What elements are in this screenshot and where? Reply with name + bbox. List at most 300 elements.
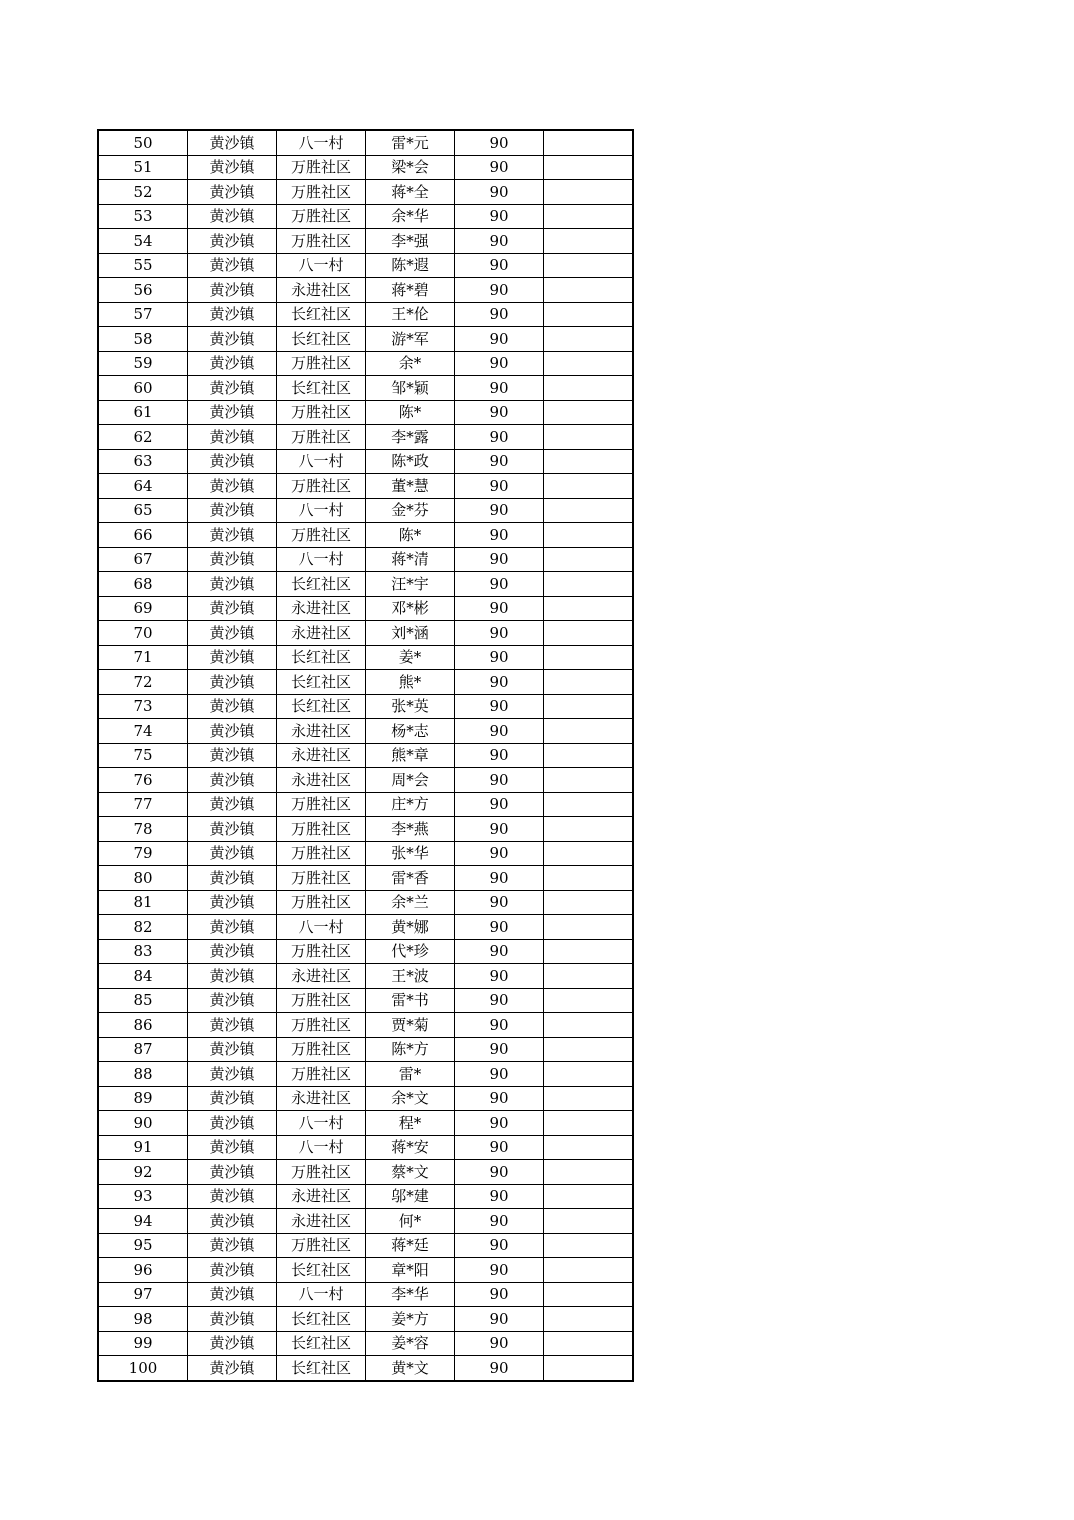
community-cell: 万胜社区 [277, 523, 366, 548]
name-cell: 何* [366, 1209, 455, 1234]
table-row [98, 915, 633, 940]
name-cell: 王*伦 [366, 302, 455, 327]
note-cell [544, 253, 634, 278]
note-cell [544, 890, 634, 915]
name-cell: 杨*志 [366, 719, 455, 744]
town-cell: 黄沙镇 [188, 866, 277, 891]
row-number-cell: 87 [98, 1037, 188, 1062]
community-cell: 八一村 [277, 498, 366, 523]
community-cell: 万胜社区 [277, 474, 366, 499]
row-number-cell: 52 [98, 180, 188, 205]
table-row [98, 547, 633, 572]
amount-cell: 90 [455, 204, 544, 229]
community-cell: 八一村 [277, 449, 366, 474]
row-number-cell: 75 [98, 743, 188, 768]
community-cell: 永进社区 [277, 964, 366, 989]
table-row [98, 964, 633, 989]
community-cell: 万胜社区 [277, 1062, 366, 1087]
name-cell: 黄*文 [366, 1356, 455, 1381]
note-cell [544, 1135, 634, 1160]
town-cell: 黄沙镇 [188, 1062, 277, 1087]
community-cell: 八一村 [277, 915, 366, 940]
community-cell: 八一村 [277, 130, 366, 155]
row-number-cell: 91 [98, 1135, 188, 1160]
name-cell: 邹*颖 [366, 376, 455, 401]
community-cell: 八一村 [277, 547, 366, 572]
community-cell: 长红社区 [277, 1307, 366, 1332]
row-number-cell: 51 [98, 155, 188, 180]
note-cell [544, 425, 634, 450]
amount-cell: 90 [455, 1111, 544, 1136]
table-row [98, 1233, 633, 1258]
note-cell [544, 694, 634, 719]
row-number-cell: 66 [98, 523, 188, 548]
note-cell [544, 1356, 634, 1381]
row-number-cell: 80 [98, 866, 188, 891]
amount-cell: 90 [455, 376, 544, 401]
town-cell: 黄沙镇 [188, 523, 277, 548]
community-cell: 万胜社区 [277, 1037, 366, 1062]
amount-cell: 90 [455, 939, 544, 964]
row-number-cell: 58 [98, 327, 188, 352]
row-number-cell: 74 [98, 719, 188, 744]
town-cell: 黄沙镇 [188, 1282, 277, 1307]
town-cell: 黄沙镇 [188, 1209, 277, 1234]
name-cell: 蒋*廷 [366, 1233, 455, 1258]
table-row [98, 1086, 633, 1111]
note-cell [544, 719, 634, 744]
table-row [98, 253, 633, 278]
table-row [98, 817, 633, 842]
row-number-cell: 65 [98, 498, 188, 523]
table-row [98, 1160, 633, 1185]
table-row [98, 1135, 633, 1160]
row-number-cell: 98 [98, 1307, 188, 1332]
note-cell [544, 474, 634, 499]
town-cell: 黄沙镇 [188, 621, 277, 646]
table-row [98, 939, 633, 964]
community-cell: 长红社区 [277, 1331, 366, 1356]
amount-cell: 90 [455, 890, 544, 915]
note-cell [544, 841, 634, 866]
row-number-cell: 96 [98, 1258, 188, 1283]
table-row [98, 1331, 633, 1356]
row-number-cell: 72 [98, 670, 188, 695]
row-number-cell: 93 [98, 1184, 188, 1209]
amount-cell: 90 [455, 1209, 544, 1234]
name-cell: 李*华 [366, 1282, 455, 1307]
row-number-cell: 54 [98, 229, 188, 254]
amount-cell: 90 [455, 645, 544, 670]
town-cell: 黄沙镇 [188, 1233, 277, 1258]
note-cell [544, 204, 634, 229]
row-number-cell: 55 [98, 253, 188, 278]
name-cell: 周*会 [366, 768, 455, 793]
row-number-cell: 73 [98, 694, 188, 719]
table-row [98, 988, 633, 1013]
name-cell: 梁*会 [366, 155, 455, 180]
town-cell: 黄沙镇 [188, 890, 277, 915]
name-cell: 金*芬 [366, 498, 455, 523]
table-row [98, 1184, 633, 1209]
row-number-cell: 77 [98, 792, 188, 817]
town-cell: 黄沙镇 [188, 229, 277, 254]
amount-cell: 90 [455, 1062, 544, 1087]
community-cell: 长红社区 [277, 572, 366, 597]
table-row [98, 1356, 633, 1381]
community-cell: 永进社区 [277, 768, 366, 793]
amount-cell: 90 [455, 449, 544, 474]
row-number-cell: 50 [98, 130, 188, 155]
row-number-cell: 82 [98, 915, 188, 940]
name-cell: 李*露 [366, 425, 455, 450]
community-cell: 长红社区 [277, 645, 366, 670]
community-cell: 万胜社区 [277, 1160, 366, 1185]
row-number-cell: 63 [98, 449, 188, 474]
amount-cell: 90 [455, 253, 544, 278]
row-number-cell: 79 [98, 841, 188, 866]
community-cell: 万胜社区 [277, 1013, 366, 1038]
community-cell: 八一村 [277, 1135, 366, 1160]
community-cell: 万胜社区 [277, 1233, 366, 1258]
row-number-cell: 90 [98, 1111, 188, 1136]
name-cell: 余*兰 [366, 890, 455, 915]
note-cell [544, 988, 634, 1013]
community-cell: 长红社区 [277, 327, 366, 352]
table-row [98, 130, 633, 155]
table-row [98, 768, 633, 793]
community-cell: 长红社区 [277, 1356, 366, 1381]
table-row [98, 523, 633, 548]
community-cell: 长红社区 [277, 376, 366, 401]
town-cell: 黄沙镇 [188, 670, 277, 695]
row-number-cell: 56 [98, 278, 188, 303]
town-cell: 黄沙镇 [188, 817, 277, 842]
amount-cell: 90 [455, 1282, 544, 1307]
row-number-cell: 78 [98, 817, 188, 842]
name-cell: 陈*方 [366, 1037, 455, 1062]
note-cell [544, 964, 634, 989]
row-number-cell: 86 [98, 1013, 188, 1038]
table-row [98, 1111, 633, 1136]
name-cell: 黄*娜 [366, 915, 455, 940]
note-cell [544, 1331, 634, 1356]
town-cell: 黄沙镇 [188, 1013, 277, 1038]
table-row [98, 1282, 633, 1307]
table-row [98, 229, 633, 254]
community-cell: 万胜社区 [277, 351, 366, 376]
amount-cell: 90 [455, 596, 544, 621]
note-cell [544, 645, 634, 670]
row-number-cell: 71 [98, 645, 188, 670]
amount-cell: 90 [455, 866, 544, 891]
amount-cell: 90 [455, 180, 544, 205]
amount-cell: 90 [455, 1356, 544, 1381]
table-row [98, 278, 633, 303]
row-number-cell: 99 [98, 1331, 188, 1356]
amount-cell: 90 [455, 817, 544, 842]
amount-cell: 90 [455, 327, 544, 352]
note-cell [544, 743, 634, 768]
name-cell: 贾*菊 [366, 1013, 455, 1038]
note-cell [544, 1062, 634, 1087]
row-number-cell: 69 [98, 596, 188, 621]
row-number-cell: 53 [98, 204, 188, 229]
note-cell [544, 1258, 634, 1283]
table-row [98, 155, 633, 180]
name-cell: 蒋*安 [366, 1135, 455, 1160]
town-cell: 黄沙镇 [188, 939, 277, 964]
row-number-cell: 81 [98, 890, 188, 915]
name-cell: 邓*彬 [366, 596, 455, 621]
amount-cell: 90 [455, 964, 544, 989]
table-row [98, 302, 633, 327]
community-cell: 万胜社区 [277, 204, 366, 229]
town-cell: 黄沙镇 [188, 915, 277, 940]
amount-cell: 90 [455, 547, 544, 572]
name-cell: 蒋*碧 [366, 278, 455, 303]
table-row [98, 743, 633, 768]
name-cell: 陈*政 [366, 449, 455, 474]
name-cell: 蔡*文 [366, 1160, 455, 1185]
note-cell [544, 400, 634, 425]
row-number-cell: 95 [98, 1233, 188, 1258]
note-cell [544, 670, 634, 695]
amount-cell: 90 [455, 719, 544, 744]
note-cell [544, 1282, 634, 1307]
row-number-cell: 61 [98, 400, 188, 425]
table-row [98, 1209, 633, 1234]
note-cell [544, 1160, 634, 1185]
amount-cell: 90 [455, 229, 544, 254]
row-number-cell: 92 [98, 1160, 188, 1185]
town-cell: 黄沙镇 [188, 596, 277, 621]
town-cell: 黄沙镇 [188, 425, 277, 450]
note-cell [544, 915, 634, 940]
name-cell: 代*珍 [366, 939, 455, 964]
note-cell [544, 866, 634, 891]
name-cell: 雷*书 [366, 988, 455, 1013]
row-number-cell: 100 [98, 1356, 188, 1381]
note-cell [544, 351, 634, 376]
table-row [98, 596, 633, 621]
amount-cell: 90 [455, 155, 544, 180]
table-row [98, 841, 633, 866]
row-number-cell: 85 [98, 988, 188, 1013]
note-cell [544, 498, 634, 523]
amount-cell: 90 [455, 400, 544, 425]
table-row [98, 376, 633, 401]
note-cell [544, 596, 634, 621]
name-cell: 李*强 [366, 229, 455, 254]
town-cell: 黄沙镇 [188, 180, 277, 205]
community-cell: 永进社区 [277, 1086, 366, 1111]
data-table [97, 129, 634, 1382]
amount-cell: 90 [455, 670, 544, 695]
town-cell: 黄沙镇 [188, 964, 277, 989]
town-cell: 黄沙镇 [188, 498, 277, 523]
town-cell: 黄沙镇 [188, 792, 277, 817]
name-cell: 姜*方 [366, 1307, 455, 1332]
town-cell: 黄沙镇 [188, 1184, 277, 1209]
name-cell: 姜* [366, 645, 455, 670]
amount-cell: 90 [455, 841, 544, 866]
town-cell: 黄沙镇 [188, 351, 277, 376]
town-cell: 黄沙镇 [188, 645, 277, 670]
note-cell [544, 768, 634, 793]
note-cell [544, 1209, 634, 1234]
name-cell: 陈*遐 [366, 253, 455, 278]
community-cell: 万胜社区 [277, 817, 366, 842]
row-number-cell: 76 [98, 768, 188, 793]
town-cell: 黄沙镇 [188, 449, 277, 474]
name-cell: 李*燕 [366, 817, 455, 842]
note-cell [544, 572, 634, 597]
town-cell: 黄沙镇 [188, 547, 277, 572]
town-cell: 黄沙镇 [188, 376, 277, 401]
town-cell: 黄沙镇 [188, 1086, 277, 1111]
note-cell [544, 1037, 634, 1062]
town-cell: 黄沙镇 [188, 841, 277, 866]
table-row [98, 449, 633, 474]
town-cell: 黄沙镇 [188, 474, 277, 499]
row-number-cell: 59 [98, 351, 188, 376]
town-cell: 黄沙镇 [188, 1135, 277, 1160]
community-cell: 长红社区 [277, 302, 366, 327]
town-cell: 黄沙镇 [188, 1037, 277, 1062]
name-cell: 雷*元 [366, 130, 455, 155]
row-number-cell: 70 [98, 621, 188, 646]
amount-cell: 90 [455, 302, 544, 327]
table-row [98, 719, 633, 744]
name-cell: 蒋*清 [366, 547, 455, 572]
amount-cell: 90 [455, 498, 544, 523]
note-cell [544, 155, 634, 180]
table-row [98, 1307, 633, 1332]
amount-cell: 90 [455, 474, 544, 499]
town-cell: 黄沙镇 [188, 719, 277, 744]
table-row [98, 498, 633, 523]
amount-cell: 90 [455, 792, 544, 817]
amount-cell: 90 [455, 1258, 544, 1283]
name-cell: 张*华 [366, 841, 455, 866]
name-cell: 庄*方 [366, 792, 455, 817]
note-cell [544, 1013, 634, 1038]
name-cell: 游*军 [366, 327, 455, 352]
note-cell [544, 302, 634, 327]
amount-cell: 90 [455, 1013, 544, 1038]
name-cell: 汪*宇 [366, 572, 455, 597]
amount-cell: 90 [455, 1160, 544, 1185]
community-cell: 万胜社区 [277, 939, 366, 964]
town-cell: 黄沙镇 [188, 1160, 277, 1185]
town-cell: 黄沙镇 [188, 130, 277, 155]
name-cell: 程* [366, 1111, 455, 1136]
name-cell: 雷* [366, 1062, 455, 1087]
table-row [98, 621, 633, 646]
table-row [98, 1258, 633, 1283]
amount-cell: 90 [455, 988, 544, 1013]
note-cell [544, 547, 634, 572]
community-cell: 万胜社区 [277, 890, 366, 915]
name-cell: 陈* [366, 523, 455, 548]
name-cell: 蒋*全 [366, 180, 455, 205]
amount-cell: 90 [455, 1086, 544, 1111]
note-cell [544, 523, 634, 548]
community-cell: 万胜社区 [277, 180, 366, 205]
community-cell: 长红社区 [277, 694, 366, 719]
table-row [98, 890, 633, 915]
amount-cell: 90 [455, 351, 544, 376]
town-cell: 黄沙镇 [188, 400, 277, 425]
note-cell [544, 180, 634, 205]
community-cell: 永进社区 [277, 1209, 366, 1234]
town-cell: 黄沙镇 [188, 572, 277, 597]
community-cell: 万胜社区 [277, 229, 366, 254]
community-cell: 八一村 [277, 1111, 366, 1136]
table-row [98, 400, 633, 425]
amount-cell: 90 [455, 130, 544, 155]
town-cell: 黄沙镇 [188, 694, 277, 719]
name-cell: 刘*涵 [366, 621, 455, 646]
community-cell: 永进社区 [277, 1184, 366, 1209]
note-cell [544, 376, 634, 401]
row-number-cell: 89 [98, 1086, 188, 1111]
amount-cell: 90 [455, 1233, 544, 1258]
community-cell: 永进社区 [277, 278, 366, 303]
amount-cell: 90 [455, 694, 544, 719]
note-cell [544, 621, 634, 646]
town-cell: 黄沙镇 [188, 327, 277, 352]
note-cell [544, 130, 634, 155]
name-cell: 熊*章 [366, 743, 455, 768]
name-cell: 董*慧 [366, 474, 455, 499]
note-cell [544, 449, 634, 474]
community-cell: 万胜社区 [277, 155, 366, 180]
amount-cell: 90 [455, 523, 544, 548]
town-cell: 黄沙镇 [188, 768, 277, 793]
community-cell: 长红社区 [277, 670, 366, 695]
note-cell [544, 327, 634, 352]
table-row [98, 694, 633, 719]
note-cell [544, 1233, 634, 1258]
town-cell: 黄沙镇 [188, 253, 277, 278]
note-cell [544, 1307, 634, 1332]
row-number-cell: 84 [98, 964, 188, 989]
note-cell [544, 1111, 634, 1136]
table-row [98, 645, 633, 670]
community-cell: 永进社区 [277, 719, 366, 744]
name-cell: 王*波 [366, 964, 455, 989]
note-cell [544, 1184, 634, 1209]
community-cell: 永进社区 [277, 621, 366, 646]
table-body [98, 130, 633, 1381]
name-cell: 邬*建 [366, 1184, 455, 1209]
table-row [98, 1037, 633, 1062]
amount-cell: 90 [455, 1037, 544, 1062]
table-row [98, 1062, 633, 1087]
table-row [98, 866, 633, 891]
table-row [98, 1013, 633, 1038]
table-row [98, 572, 633, 597]
town-cell: 黄沙镇 [188, 1307, 277, 1332]
name-cell: 余*文 [366, 1086, 455, 1111]
amount-cell: 90 [455, 572, 544, 597]
community-cell: 八一村 [277, 1282, 366, 1307]
town-cell: 黄沙镇 [188, 1356, 277, 1381]
town-cell: 黄沙镇 [188, 988, 277, 1013]
note-cell [544, 278, 634, 303]
